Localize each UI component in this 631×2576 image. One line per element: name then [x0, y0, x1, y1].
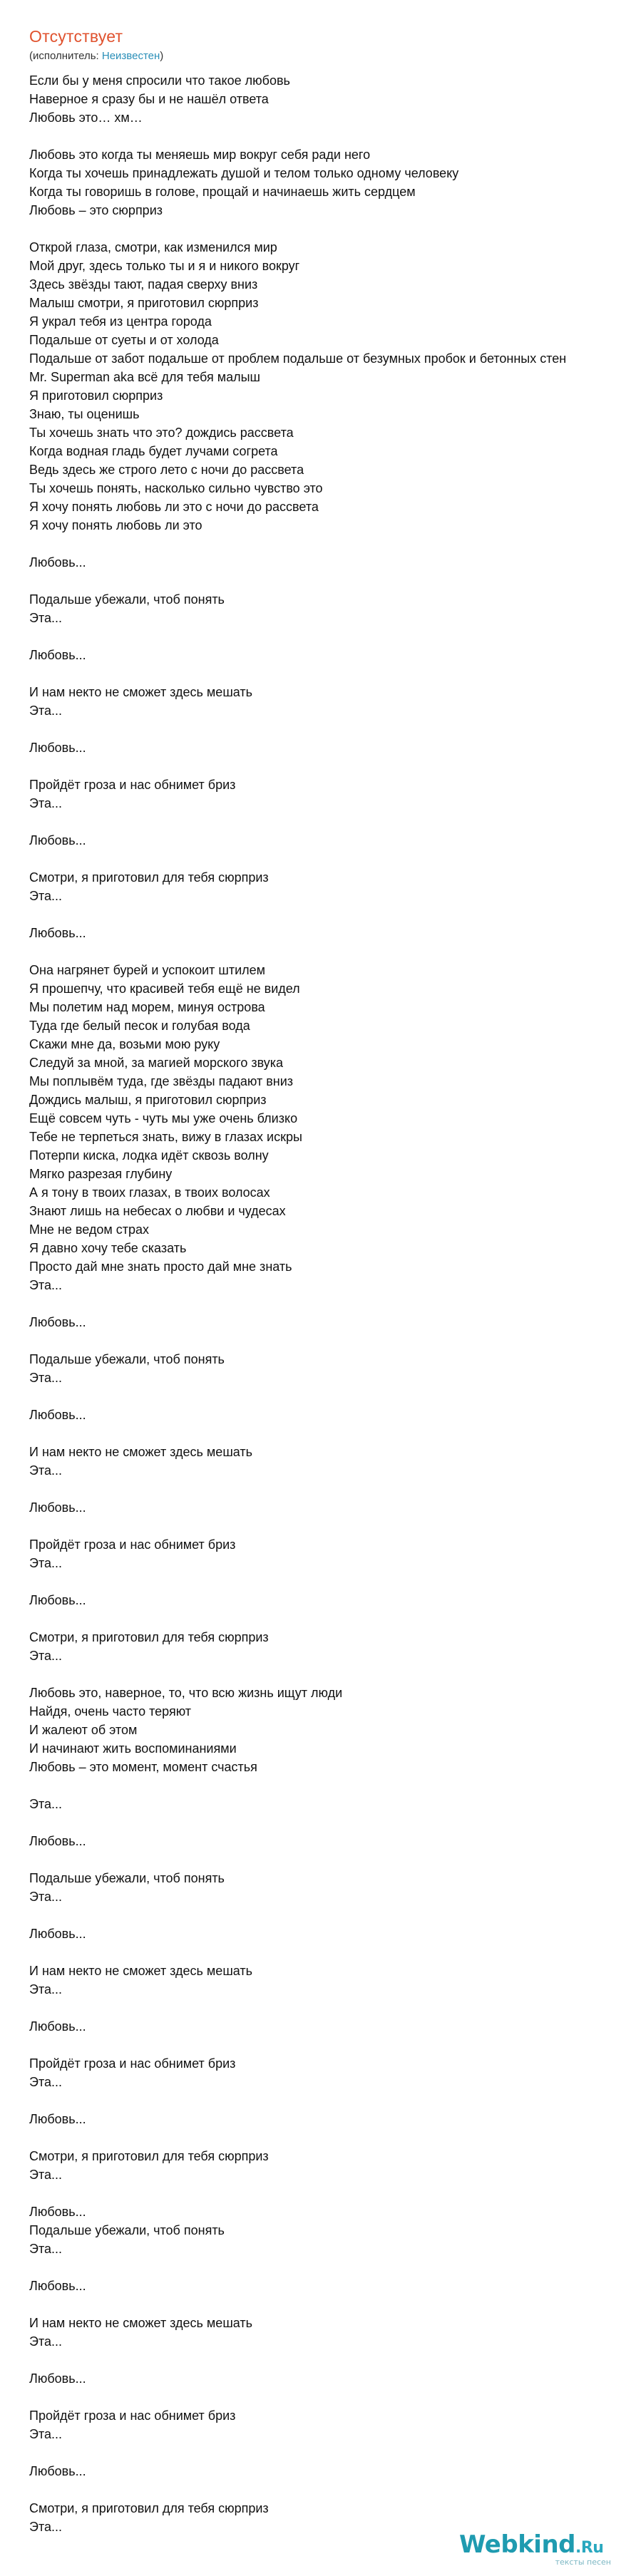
logo-brand: Webkind: [459, 2530, 575, 2559]
artist-prefix: (исполнитель:: [29, 50, 102, 62]
logo-tagline: тексты песен: [555, 2557, 611, 2567]
lyrics-text: Если бы у меня спросили что такое любовь Наверное я сразу бы и не нашёл ответа Любовь это… хм… Любовь это когда ты меняешь мир вокруг себя ради него Когда ты хочешь принадлежать душой и телом только одному человеку Когда ты говоришь в голове, прощай и начинаешь жить сердцем Любовь – это сюрприз Открой глаза, смотри, как изменился мир Мой друг, здесь только ты и я и никого вокруг Здесь звёзды тают, падая сверху вниз Малыш смотри, я приготовил сюрприз Я украл тебя из центра города Подальше от суеты и от холода Подальше от забот подальше от проблем подальше от безумных пробок и бетонных стен Mr. Superman aka всё для тебя малыш Я приготовил сюрприз Знаю, ты оценишь Ты хочешь знать что это? дождись рассвета Когда водная гладь будет лучами согрета Ведь здесь же строго лето с ночи до рассвета Ты хочешь понять, насколько сильно чувство это Я хочу понять любовь ли это с ночи до рассвета Я хочу понять любовь ли это Любовь... Подальше убежали, чтоб понять Эта... Любовь... И нам некто не сможет здесь мешать Эта... Любовь... Пройдёт гроза и нас обнимет бриз Эта... Любовь... Смотри, я приготовил для тебя сюрприз Эта... Любовь... Она нагрянет бурей и успокоит штилем Я прошепчу, что красивей тебя ещё не видел Мы полетим над морем, минуя острова Туда где белый песок и голубая вода Скажи мне да, возьми мою руку Следуй за мной, за магией морского звука Мы поплывём туда, где звёзды падают вниз Дождись малыш, я приготовил сюрприз Ещё совсем чуть - чуть мы уже очень близко Тебе не терпеться знать, вижу в глазах искры Потерпи киска, лодка идёт сквозь волну Мягко разрезая глубину А я тону в твоих глазах, в твоих волосах Знают лишь на небесах о любви и чудесах Мне не ведом страх Я давно хочу тебе сказать Просто дай мне знать просто дай мне знать Эта... Любовь... Подальше убежали, чтоб понять Эта... Любовь... И нам некто не сможет здесь мешать Эта... Любовь... Пройдёт гроза и нас обнимет бриз Эта... Любовь... Смотри, я приготовил для тебя сюрприз Эта... Любовь это, наверное, то, что всю жизнь ищут люди Найдя, очень часто теряют И жалеют об этом И начинают жить воспоминаниями Любовь – это момент, момент счастья Эта... Любовь... Подальше убежали, чтоб понять Эта... Любовь... И нам некто не сможет здесь мешать Эта... Любовь... Пройдёт гроза и нас обнимет бриз Эта... Любовь... Смотри, я приготовил для тебя сюрприз Эта... Любовь... Подальше убежали, чтоб понять Эта... Любовь... И нам некто не сможет здесь мешать Эта... Любовь... Пройдёт гроза и нас обнимет бриз Эта... Любовь... Смотри, я приготовил для тебя сюрприз Эта...: [29, 73, 567, 2534]
song-title: Отсутствует: [29, 27, 123, 46]
logo-tld: .Ru: [575, 2539, 604, 2557]
artist-line: [29, 50, 163, 62]
artist-suffix: ): [160, 50, 164, 62]
logo-text: [459, 2530, 603, 2559]
artist-link[interactable]: Неизвестен: [101, 50, 160, 62]
site-logo: [459, 2530, 612, 2566]
